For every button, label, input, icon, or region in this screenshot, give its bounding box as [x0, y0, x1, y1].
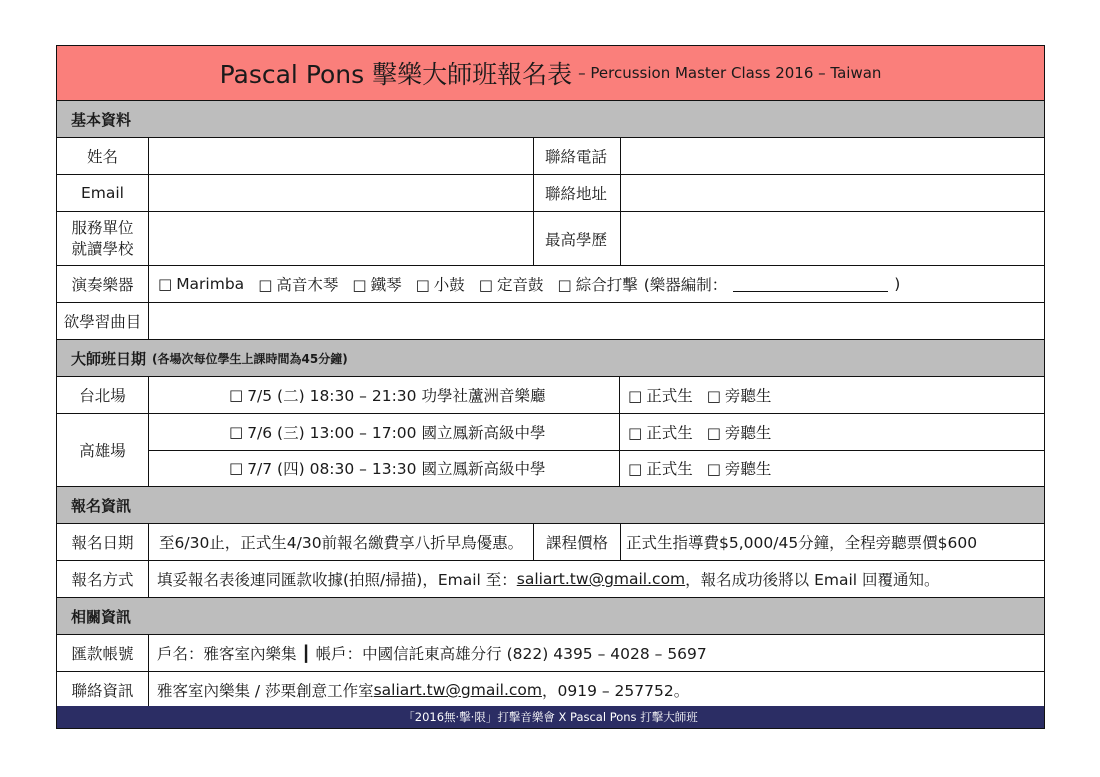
row-email-address — [57, 175, 1044, 212]
signup-method-value — [149, 561, 1044, 597]
section-dates-title — [57, 340, 1044, 376]
checkbox[interactable]: □ — [415, 276, 430, 294]
signup-method-prefix: 填妥報名表後連同匯款收據(拍照/掃描)，Email 至： — [157, 571, 517, 589]
work-label-line1: 服務單位 — [71, 218, 134, 237]
instrument-option-snare[interactable]: □ 小鼓 — [415, 276, 465, 294]
section-basic-title: 基本資料 — [71, 110, 132, 129]
type-audit-option[interactable]: □ 旁聽生 — [706, 387, 772, 405]
session-1-type — [620, 377, 1044, 413]
row-taipei — [57, 377, 1044, 414]
session-2[interactable] — [149, 414, 619, 450]
instrument-options — [149, 266, 1044, 302]
type-audit-option[interactable]: □ 旁聽生 — [706, 424, 772, 442]
address-field[interactable] — [621, 175, 1044, 211]
row-name-phone — [57, 138, 1044, 175]
signup-date-label: 報名日期 — [71, 534, 134, 552]
section-dates-note: (各場次每位學生上課時間為45分鐘) — [152, 351, 348, 366]
page-title — [57, 46, 1044, 100]
instrument-label: 演奏樂器 — [71, 276, 134, 294]
type-regular-option[interactable]: □ 正式生 — [628, 387, 693, 405]
checkbox[interactable]: □ — [229, 459, 244, 477]
section-dates-label: 大師班日期 — [71, 349, 147, 368]
checkbox[interactable]: □ — [706, 387, 721, 405]
repertoire-field[interactable] — [149, 303, 1044, 339]
email-field[interactable] — [149, 175, 533, 211]
work-field[interactable] — [149, 212, 533, 265]
checkbox[interactable]: □ — [229, 386, 244, 404]
name-field[interactable] — [149, 138, 533, 174]
type-audit-option[interactable]: □ 旁聽生 — [706, 460, 772, 478]
row-kaohsiung — [57, 414, 1044, 487]
checkbox[interactable]: □ — [628, 460, 643, 478]
section-basic — [57, 101, 1044, 138]
session-3-text: 7/7 (四) 08:30 – 13:30 國立鳳新高級中學 — [247, 460, 546, 478]
signup-date-value: 至6/30止，正式生4/30前報名繳費享八折早鳥優惠。 — [159, 534, 524, 552]
checkbox[interactable]: □ — [628, 424, 643, 442]
phone-label: 聯絡電話 — [545, 148, 608, 166]
account-label: 匯款帳號 — [71, 645, 134, 663]
instrument-option-glockenspiel[interactable]: □ 鐵琴 — [352, 276, 402, 294]
checkbox[interactable]: □ — [229, 423, 244, 441]
row-work-education — [57, 212, 1044, 266]
section-related — [57, 598, 1044, 635]
contact-label: 聯絡資訊 — [71, 682, 134, 700]
section-signup — [57, 487, 1044, 524]
row-repertoire — [57, 303, 1044, 340]
instrument-option-xylophone[interactable]: □ 高音木琴 — [258, 276, 339, 294]
instrument-option-timpani[interactable]: □ 定音鼓 — [478, 276, 544, 294]
title-subtitle: – Percussion Master Class 2016 – Taiwan — [578, 64, 882, 82]
checkbox[interactable]: □ — [706, 424, 721, 442]
checkbox[interactable]: □ — [352, 276, 367, 294]
checkbox[interactable]: □ — [258, 276, 273, 294]
kaohsiung-label: 高雄場 — [79, 442, 126, 460]
checkbox[interactable]: □ — [706, 460, 721, 478]
email-label: Email — [80, 184, 124, 202]
instrument-option-marimba[interactable]: □ Marimba — [158, 275, 245, 293]
checkbox[interactable]: □ — [478, 276, 493, 294]
row-contact — [57, 672, 1044, 708]
work-label — [57, 212, 148, 265]
contact-value — [149, 672, 1044, 708]
contact-email-link[interactable]: saliart.tw@gmail.com — [373, 681, 542, 699]
checkbox[interactable]: □ — [158, 275, 173, 293]
name-label: 姓名 — [86, 148, 118, 166]
contact-suffix: ，0919 – 257752。 — [541, 682, 690, 700]
repertoire-label: 欲學習曲目 — [63, 313, 142, 331]
title-bar — [57, 46, 1044, 101]
instrument-option-multi[interactable]: □ 綜合打擊 — [557, 276, 638, 294]
section-dates — [57, 340, 1044, 377]
work-label-line2: 就讀學校 — [71, 239, 134, 258]
signup-method-label: 報名方式 — [71, 571, 134, 589]
type-regular-option[interactable]: □ 正式生 — [628, 460, 693, 478]
row-instrument — [57, 266, 1044, 303]
session-3-row — [149, 450, 1044, 486]
session-3-type — [620, 450, 1044, 486]
section-related-title: 相關資訊 — [71, 607, 132, 626]
session-1[interactable] — [149, 377, 619, 413]
instrument-other-prefix: (樂器編制： — [643, 276, 728, 294]
session-2-row — [149, 414, 1044, 451]
row-signup-method — [57, 561, 1044, 598]
address-label: 聯絡地址 — [545, 185, 608, 203]
checkbox[interactable]: □ — [628, 387, 643, 405]
price-label: 課程價格 — [545, 534, 608, 552]
session-2-text: 7/6 (三) 13:00 – 17:00 國立鳳新高級中學 — [247, 424, 546, 442]
footer-text: 「2016無·擊·限」打擊音樂會 X Pascal Pons 打擊大師班 — [403, 710, 698, 724]
title-main: Pascal Pons 擊樂大師班報名表 — [219, 60, 573, 89]
row-signup-date-price — [57, 524, 1044, 561]
registration-form — [56, 45, 1045, 729]
type-regular-option[interactable]: □ 正式生 — [628, 424, 693, 442]
instrument-other-suffix: ) — [894, 275, 901, 293]
row-account — [57, 635, 1044, 672]
signup-email-link[interactable]: saliart.tw@gmail.com — [516, 570, 686, 588]
section-signup-title: 報名資訊 — [71, 496, 132, 515]
session-3[interactable] — [149, 450, 619, 486]
session-2-type — [620, 414, 1044, 450]
phone-field[interactable] — [621, 138, 1044, 174]
checkbox[interactable]: □ — [557, 276, 572, 294]
price-value: 正式生指導費$5,000/45分鐘，全程旁聽票價$600 — [626, 534, 978, 552]
footer-bar — [57, 706, 1044, 728]
taipei-label: 台北場 — [79, 387, 126, 405]
education-label: 最高學歷 — [545, 230, 608, 249]
account-value: 戶名：雅客室內樂集 ┃ 帳戶：中國信託東高雄分行 (822) 4395 – 4028 – 5697 — [157, 645, 707, 663]
education-field[interactable] — [621, 212, 1044, 265]
session-1-text: 7/5 (二) 18:30 – 21:30 功學社蘆洲音樂廳 — [247, 387, 546, 405]
signup-method-suffix: ，報名成功後將以 Email 回覆通知。 — [685, 571, 940, 589]
contact-prefix: 雅客室內樂集 / 莎栗創意工作室 — [157, 682, 374, 700]
instrument-other-blank[interactable] — [733, 277, 888, 292]
